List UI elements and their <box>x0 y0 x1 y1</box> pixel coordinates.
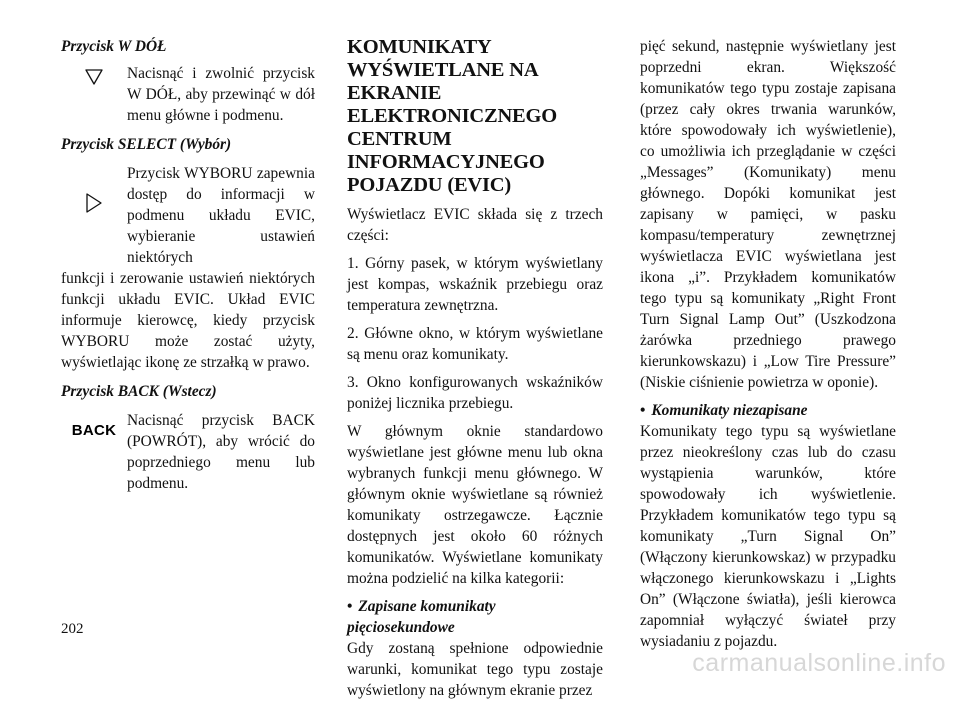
left-column <box>61 36 315 494</box>
list-item-3: 3. Okno konfigurowanych wskaźników poniżej licznika przebiegu. <box>347 374 603 412</box>
right-column <box>640 36 896 652</box>
right-triangle-icon <box>61 163 127 213</box>
middle-column <box>347 36 603 701</box>
down-button-block <box>61 63 315 126</box>
watermark: carmanualsonline.info <box>692 649 946 677</box>
down-button-heading: Przycisk W DÓŁ <box>61 38 167 55</box>
back-label-icon <box>61 410 127 441</box>
list-item-2: 2. Główne okno, w którym wyświetlane są menu oraz komunikaty. <box>347 325 603 363</box>
saved-messages-paragraph: pięć sekund, następnie wyświetlany jest poprzedni ekran. Większość komunikatów tego typu zostaje zapisana (przez cały okres trwania warunków, które spowodowały ich wyświetlenie), co umożliwia ich przeglądanie w części „Messages” (Komunikaty) menu głównego. Dopóki komunikat jest zapisany w pamięci, w pasku kompasu/temperatury zewnętrznej wyświetlacza EVIC wyświetlana jest ikona „i”. Przykładem komunikatów tego typu są komunikaty „Right Front Turn Signal Lamp Out” (Uszkodzona żarówka przedniego prawego kierunkowskazu) i „Low Tire Pressure” (Niskie ciśnienie powietrza w oponie). <box>640 38 896 391</box>
bullet-heading: Komunikaty niezapisane <box>651 402 808 419</box>
back-button-description: Nacisnąć przycisk BACK (POWRÓT), aby wrócić do poprzedniego menu lub podmenu. <box>127 412 315 492</box>
back-label: BACK <box>71 422 117 439</box>
back-button-heading: Przycisk BACK (Wstecz) <box>61 383 217 400</box>
page-number: 202 <box>61 621 84 637</box>
down-triangle-icon <box>61 63 127 86</box>
list-item-1: 1. Górny pasek, w którym wyświetlany jest kompas, wskaźnik przebiegu oraz temperatura zewnętrzna. <box>347 255 603 314</box>
main-window-paragraph: W głównym oknie standardowo wyświetlane jest główne menu lub okna wybranych funkcji menu głównego. W głównym oknie wyświetlane są również komunikaty ostrzegawcze. Łącznie dostępnych jest około 60 różnych komunikatów. Wyświetlane komunikaty można podzielić na kilka kategorii: <box>347 423 603 587</box>
bullet-unsaved-messages <box>640 400 896 421</box>
down-button-description: Nacisnąć i zwolnić przycisk W DÓŁ, aby przewinąć w dół menu główne i podmenu. <box>127 65 315 124</box>
bullet-heading: Zapisane komunikaty pięciosekundowe <box>347 598 496 636</box>
section-title: KOMUNIKATY WYŚWIETLANE NA EKRANIE ELEKTRONICZNEGO CENTRUM INFORMACYJNEGO POJAZDU (EVIC) <box>347 36 558 196</box>
unsaved-messages-paragraph: Komunikaty tego typu są wyświetlane przez nieokreślony czas lub do czasu wystąpienia warunków, które spowodowały ich wyświetlenie. Przykładem komunikatów tego typu są komunikaty „Turn Signal On” (Włączony kierunkowskaz) w przypadku włączonego kierunkowskazu i „Lights On” (Włączone światła), jeśli kierowca zapomniał wyłączyć świateł przy wysiadaniu z pojazdu. <box>640 423 896 650</box>
bullet-icon: • <box>347 598 353 615</box>
back-button-block <box>61 410 315 494</box>
bullet-saved-text: Gdy zostaną spełnione odpowiednie warunki, komunikat tego typu zostaje wyświetlony na głównym ekranie przez <box>347 640 603 699</box>
bullet-icon: • <box>640 402 646 419</box>
intro-text: Wyświetlacz EVIC składa się z trzech części: <box>347 206 603 244</box>
select-button-block <box>61 163 315 268</box>
select-button-description: Przycisk WYBORU zapewnia dostęp do informacji w podmenu układu EVIC, wybieranie ustawień niektórych <box>127 165 315 266</box>
bullet-saved-messages <box>347 596 603 638</box>
select-button-description-continued: funkcji i zerowanie ustawień niektórych funkcji układu EVIC. Układ EVIC informuje kierowcę, kiedy przycisk WYBORU może zostać użyty, wyświetlając ikonę ze strzałką w prawo. <box>61 270 315 371</box>
select-button-heading: Przycisk SELECT (Wybór) <box>61 136 232 153</box>
